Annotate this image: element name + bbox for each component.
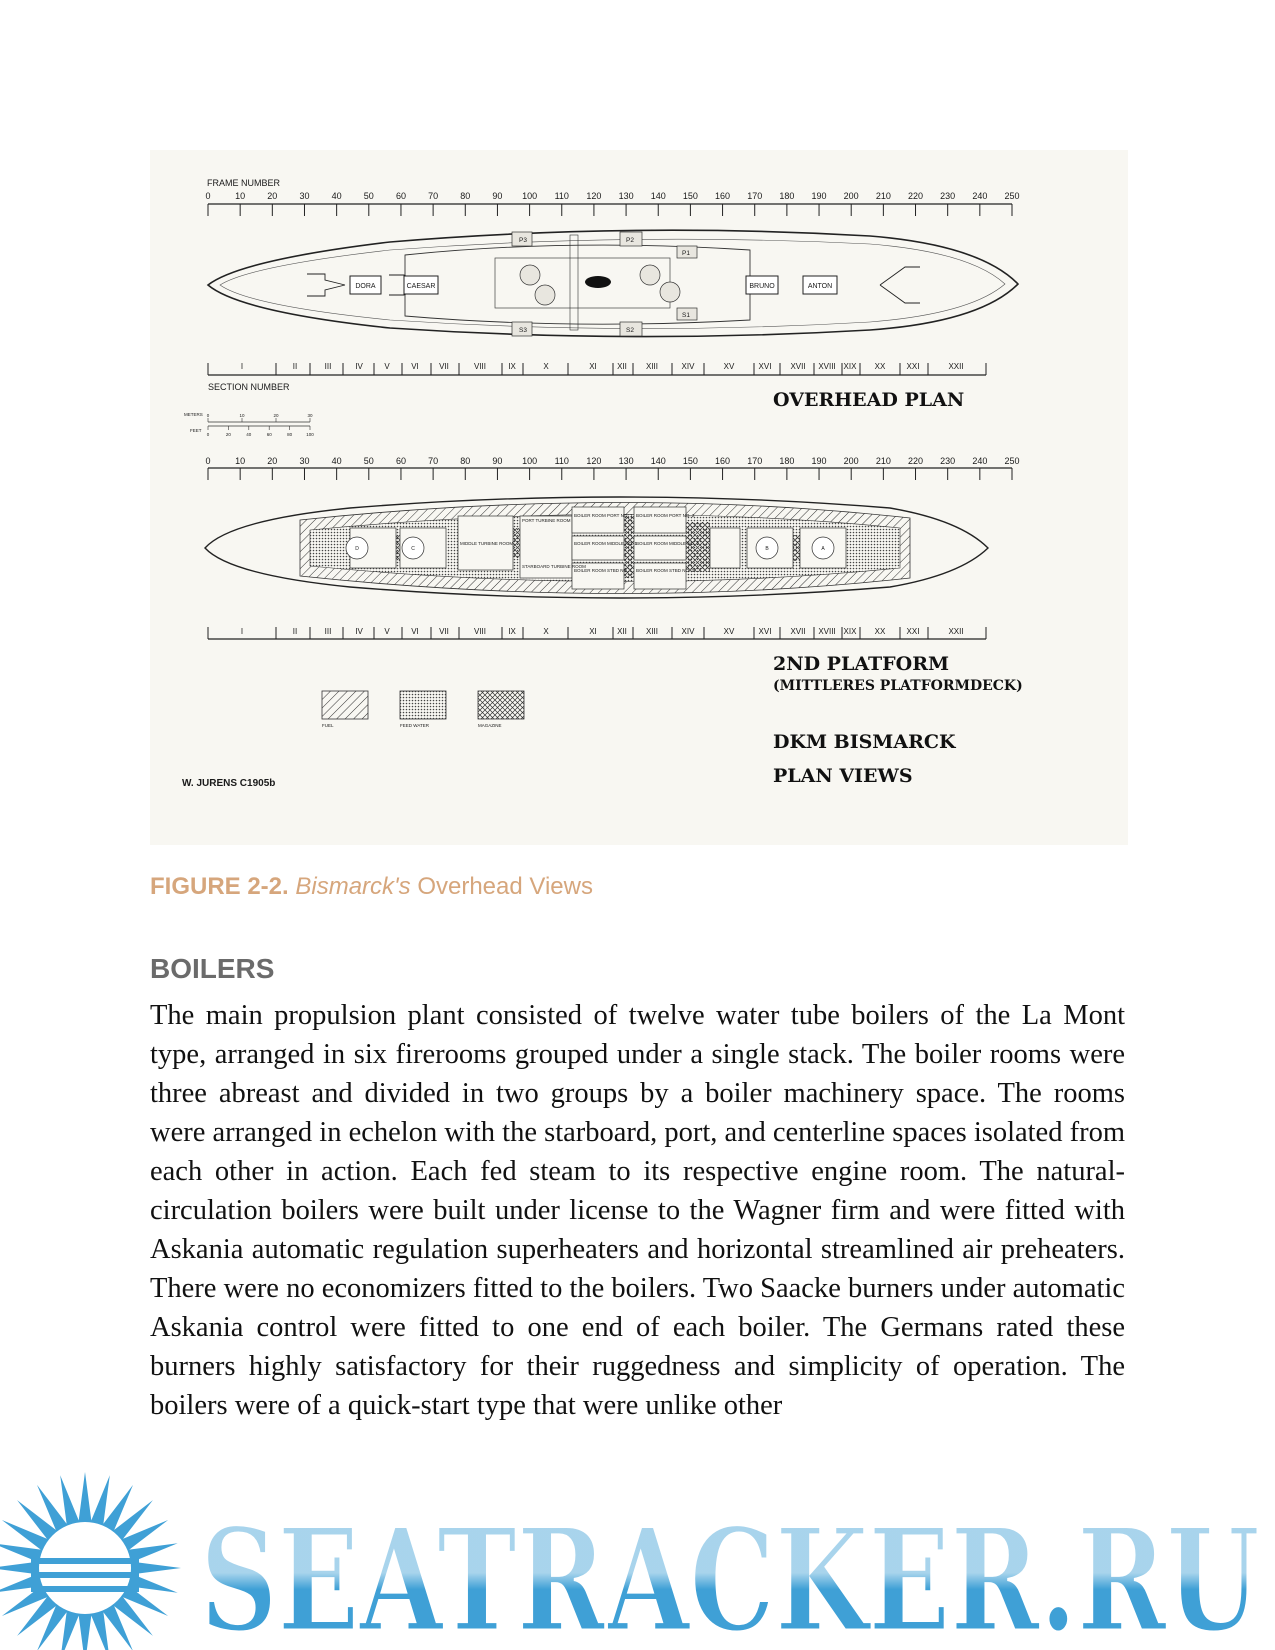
frame-tick-label: 70: [428, 456, 439, 466]
frame-tick-label: 170: [747, 191, 763, 201]
frame-tick-label: 140: [650, 191, 666, 201]
ship-title: DKM BISMARCK: [773, 731, 956, 753]
turret-dora: [350, 276, 381, 294]
caption-italic: Bismarck's: [295, 873, 411, 900]
frame-tick-label: 10: [235, 456, 246, 466]
boiler-room-middle-2-label: BOILER ROOM MIDDLE NO. 2: [636, 541, 700, 546]
frame-tick-label: 220: [908, 456, 924, 466]
section-label: XX: [874, 627, 886, 636]
section-label: XXI: [906, 362, 920, 371]
legend-magazine-swatch: [478, 691, 524, 719]
platform-subtitle: (MITTLERES PLATFORMDECK): [773, 678, 1023, 694]
frame-tick-label: 160: [715, 191, 731, 201]
turret-well-c: C: [411, 546, 415, 552]
section-label: XVII: [790, 627, 806, 636]
section-label: IV: [355, 627, 363, 636]
frame-tick-label: 240: [972, 191, 988, 201]
section-label: VI: [411, 627, 419, 636]
section-label: XIX: [843, 362, 857, 371]
frame-tick-label: 230: [940, 191, 956, 201]
mount-s3: S3: [519, 327, 527, 334]
frame-tick-label: 60: [395, 191, 406, 201]
frame-tick-label: 0: [205, 191, 211, 201]
section-label: XVI: [758, 362, 772, 371]
section-label: VIII: [473, 362, 487, 371]
section-label: XIII: [645, 362, 659, 371]
mount-p3: P3: [519, 237, 527, 244]
turret-well-b: B: [765, 546, 769, 552]
legend-fuel-swatch: [322, 691, 368, 719]
turret-caesar: [404, 276, 438, 294]
middle-turbine-room-label: MIDDLE TURBINE ROOM: [460, 541, 514, 546]
frame-tick-label: 190: [811, 456, 827, 466]
section-label: XVII: [790, 362, 806, 371]
body-paragraph: The main propulsion plant consisted of twelve water tube boilers of the La Mont type, arranged in six firerooms grouped under a single stack. The boiler rooms were three abreast and divided in two groups by a boiler machinery space. The rooms were arranged in echelon with the starboard, port, and centerline spaces isolated from each other in action. Each fed steam to its respective engine room. The natural-circulation boilers were built under license to the Wagner firm and were fitted with Askania automatic regulation superheaters and horizontal streamlined air preheaters. There were no economizers fitted to the boilers. Two Saacke burners under automatic Askania control were fitted to one end of each boiler. The Germans rated these burners highly satisfactory for their ruggedness and simplicity of operation. The boilers were of a quick-start type that were unlike other: [150, 1000, 1125, 1421]
section-label: VII: [439, 627, 449, 636]
frame-tick-label: 130: [618, 456, 634, 466]
watermark-text: SEATRACKER.RU: [200, 1498, 1260, 1650]
scale-bar: [184, 412, 314, 437]
section-label: XI: [589, 627, 597, 636]
frame-tick-label: 80: [460, 456, 471, 466]
section-label: XIV: [681, 627, 695, 636]
plan-views-title: PLAN VIEWS: [773, 765, 913, 787]
turret-bruno: [746, 276, 778, 294]
section-label: V: [384, 627, 390, 636]
section-label: V: [384, 362, 390, 371]
section-label: XV: [723, 362, 735, 371]
frame-tick-label: 50: [363, 191, 374, 201]
svg-text:0: 0: [206, 432, 210, 437]
svg-text:BRUNO: BRUNO: [749, 283, 775, 290]
frame-tick-label: 50: [363, 456, 374, 466]
turret-well-a: A: [821, 546, 825, 552]
svg-text:METERS: METERS: [184, 412, 203, 417]
mount-p2: P2: [626, 237, 634, 244]
mount-s2: S2: [626, 327, 634, 334]
section-number-ruler-bottom: [208, 627, 986, 639]
frame-tick-label: 210: [875, 191, 891, 201]
caption-label: FIGURE 2-2.: [150, 873, 289, 900]
svg-text:60: 60: [266, 432, 272, 437]
frame-number-ruler-bottom: [205, 456, 1019, 480]
section-label: XVI: [758, 627, 772, 636]
section-label: II: [292, 362, 298, 371]
section-label: VIII: [473, 627, 487, 636]
legend: [322, 691, 524, 728]
section-label: X: [543, 362, 549, 371]
section-label: VI: [411, 362, 419, 371]
mount-p1: P1: [682, 250, 690, 257]
frame-tick-label: 110: [554, 456, 569, 466]
frame-tick-label: 20: [267, 456, 278, 466]
boiler-room-port-1-label: BOILER ROOM PORT NO. 1: [574, 513, 633, 518]
section-label: XVIII: [818, 362, 836, 371]
legend-feed-water-swatch: [400, 691, 446, 719]
section-label: VII: [439, 362, 449, 371]
frame-tick-label: 120: [586, 191, 602, 201]
section-label: I: [240, 362, 244, 371]
svg-text:CAESAR: CAESAR: [406, 283, 436, 290]
section-label: XVIII: [818, 627, 836, 636]
svg-text:DORA: DORA: [355, 283, 376, 290]
frame-tick-label: 10: [235, 191, 246, 201]
svg-text:20: 20: [225, 432, 231, 437]
port-turbine-room-label: PORT TURBINE ROOM: [522, 518, 571, 523]
turret-well-d: D: [355, 546, 359, 552]
frame-tick-label: 140: [650, 456, 666, 466]
section-label: X: [543, 627, 549, 636]
frame-tick-label: 40: [331, 191, 342, 201]
boiler-room-stbd-2-label: BOILER ROOM STBD NO. 2: [636, 568, 695, 573]
frame-tick-label: 210: [875, 456, 891, 466]
svg-text:20: 20: [273, 413, 279, 418]
frame-tick-label: 40: [331, 456, 342, 466]
funnel: [585, 276, 611, 288]
svg-text:FEET: FEET: [190, 428, 202, 433]
frame-tick-label: 250: [1004, 456, 1020, 466]
frame-tick-label: 100: [522, 456, 538, 466]
frame-tick-label: 150: [682, 456, 698, 466]
watermark: [0, 1450, 1275, 1650]
frame-tick-label: 130: [618, 191, 634, 201]
frame-number-label: FRAME NUMBER: [207, 178, 281, 188]
section-label: II: [292, 627, 298, 636]
section-label: XIV: [681, 362, 695, 371]
ship-plan-figure: [150, 150, 1128, 845]
frame-tick-label: 100: [522, 191, 538, 201]
frame-number-ruler-top: [205, 191, 1019, 216]
svg-text:10: 10: [239, 413, 245, 418]
platform-title: 2ND PLATFORM: [773, 653, 950, 675]
hull-outline-overhead: [208, 230, 1018, 336]
section-label: XIII: [645, 627, 659, 636]
svg-text:0: 0: [206, 413, 210, 418]
frame-tick-label: 30: [299, 456, 310, 466]
frame-tick-label: 240: [972, 456, 988, 466]
svg-text:ANTON: ANTON: [807, 283, 833, 290]
frame-tick-label: 80: [460, 191, 471, 201]
section-label: XII: [617, 362, 627, 371]
frame-tick-label: 0: [205, 456, 211, 466]
section-label: XXI: [906, 627, 920, 636]
section-label: XII: [617, 627, 627, 636]
frame-tick-label: 190: [811, 191, 827, 201]
frame-tick-label: 250: [1004, 191, 1020, 201]
ship-plan-drawing: [150, 150, 1128, 845]
frame-tick-label: 160: [715, 456, 731, 466]
section-heading: BOILERS: [150, 953, 275, 984]
figure-caption: [150, 873, 593, 901]
section-label: XV: [723, 627, 735, 636]
section-label: IV: [355, 362, 363, 371]
svg-text:80: 80: [287, 432, 293, 437]
section-label: III: [324, 362, 332, 371]
frame-tick-label: 230: [940, 456, 956, 466]
legend-magazine-label: MAGAZINE: [478, 723, 502, 728]
section-label: IX: [508, 627, 516, 636]
section-label: XIX: [843, 627, 857, 636]
frame-tick-label: 20: [267, 191, 278, 201]
frame-tick-label: 70: [428, 191, 439, 201]
frame-tick-label: 200: [843, 191, 859, 201]
svg-text:30: 30: [307, 413, 313, 418]
frame-tick-label: 90: [492, 191, 503, 201]
section-label: XX: [874, 362, 886, 371]
frame-tick-label: 110: [554, 191, 569, 201]
frame-tick-label: 180: [779, 456, 795, 466]
stbd-turbine-room-label: STARBOARD TURBINE ROOM: [522, 564, 586, 569]
section-label: XXII: [948, 627, 964, 636]
section-label: IX: [508, 362, 516, 371]
frame-tick-label: 60: [395, 456, 406, 466]
boiler-room-middle-1-label: BOILER ROOM MIDDLE NO. 1: [574, 541, 638, 546]
frame-tick-label: 200: [843, 456, 859, 466]
section-number-ruler-top: [208, 362, 986, 375]
frame-tick-label: 180: [779, 191, 795, 201]
frame-tick-label: 120: [586, 456, 602, 466]
legend-feed-water-label: FEED WATER: [400, 723, 429, 728]
svg-text:40: 40: [246, 432, 252, 437]
legend-fuel-label: FUEL: [322, 723, 334, 728]
caption-text: Overhead Views: [417, 873, 593, 900]
turret-anton: [803, 276, 837, 294]
section-label: XXII: [948, 362, 964, 371]
frame-tick-label: 90: [492, 456, 503, 466]
section-label: I: [240, 627, 244, 636]
frame-tick-label: 220: [908, 191, 924, 201]
overhead-plan-title: OVERHEAD PLAN: [773, 389, 965, 411]
boiler-room-stbd-1-label: BOILER ROOM STBD NO. 1: [574, 568, 633, 573]
section-number-label: SECTION NUMBER: [208, 382, 290, 392]
frame-tick-label: 30: [299, 191, 310, 201]
mount-s1: S1: [682, 312, 690, 319]
boiler-room-port-2-label: BOILER ROOM PORT NO. 2: [636, 513, 695, 518]
sun-logo-icon: [0, 1472, 181, 1650]
frame-tick-label: 150: [682, 191, 698, 201]
section-label: XI: [589, 362, 597, 371]
drawing-credit: W. JURENS C1905b: [182, 778, 276, 789]
svg-text:100: 100: [306, 432, 314, 437]
section-label: III: [324, 627, 332, 636]
frame-tick-label: 170: [747, 456, 763, 466]
